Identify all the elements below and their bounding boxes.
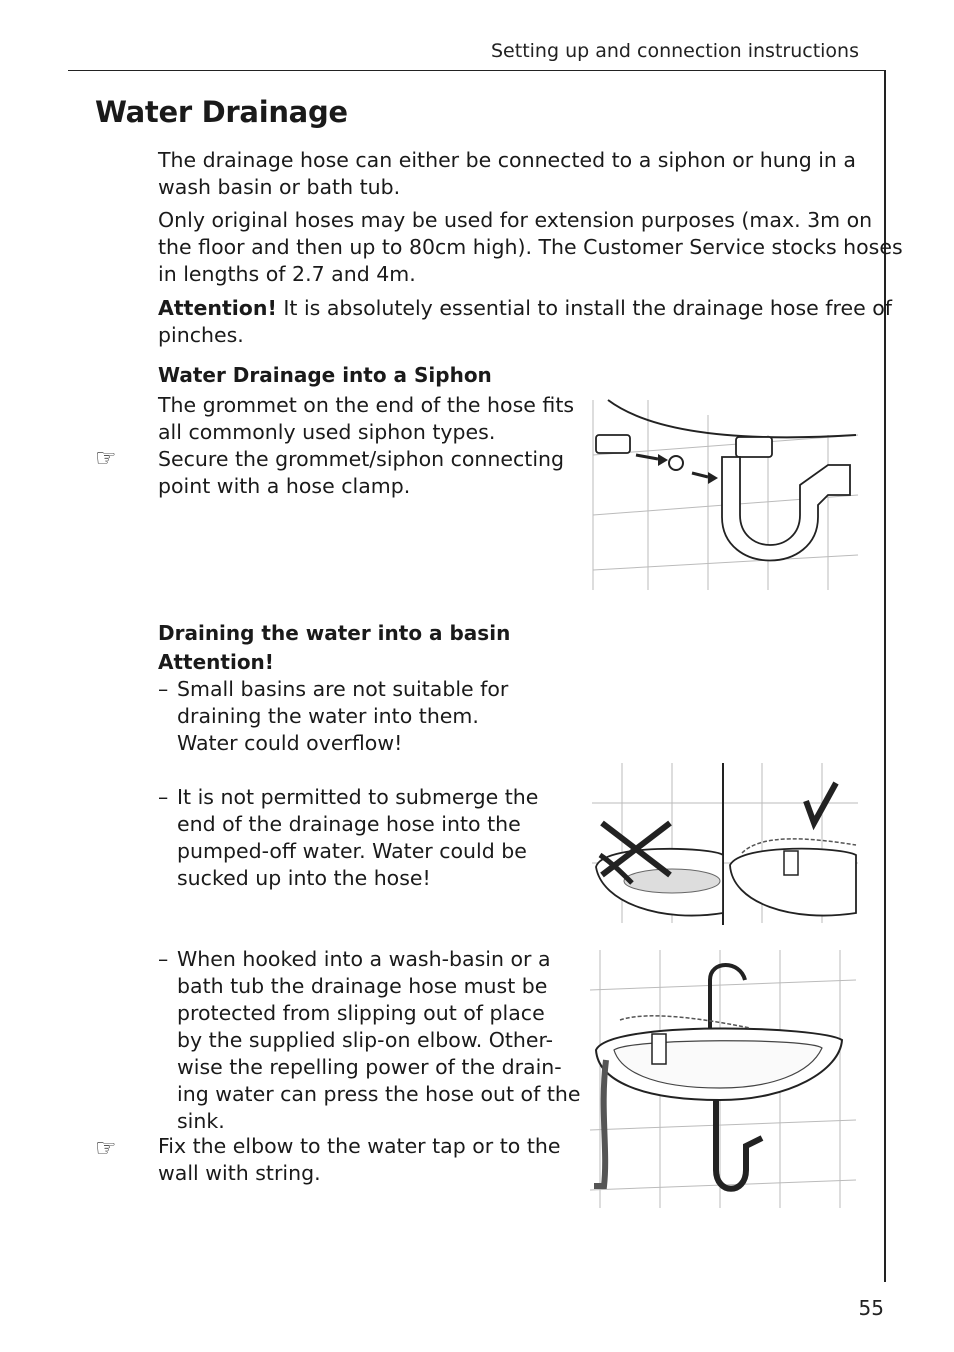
- text-line: sink.: [177, 1109, 225, 1133]
- pointing-hand-icon: ☞: [95, 444, 117, 472]
- intro-paragraph-2: [158, 207, 903, 288]
- basin-bullet-3: [158, 946, 580, 1135]
- text-line: protected from slipping out of place: [177, 1001, 545, 1025]
- text-line: wall with string.: [158, 1161, 321, 1185]
- text-line: ing water can press the hose out of the: [177, 1082, 581, 1106]
- attention-label: Attention!: [158, 296, 277, 320]
- text-line: Only original hoses may be used for extension purposes (max. 3m on: [158, 208, 873, 232]
- text-line: wise the repelling power of the drain-: [177, 1055, 562, 1079]
- intro-paragraph-1: [158, 147, 856, 201]
- dash-marker: –: [158, 677, 169, 701]
- text-line: [158, 946, 580, 973]
- text-line: bath tub the drainage hose must be: [177, 974, 548, 998]
- text-line: sucked up into the hose!: [177, 866, 431, 890]
- dash-marker: –: [158, 785, 169, 809]
- basin-bullet-1: [158, 676, 508, 757]
- text-line: end of the drainage hose into the: [177, 812, 521, 836]
- text-line: the floor and then up to 80cm high). The Customer Service stocks hoses: [158, 235, 903, 259]
- text-line: in lengths of 2.7 and 4m.: [158, 262, 416, 286]
- text-span: It is not permitted to submerge the: [177, 785, 539, 809]
- basin-heading: Draining the water into a basin: [158, 621, 511, 645]
- siphon-heading: Water Drainage into a Siphon: [158, 363, 492, 387]
- basin-bullet-2: [158, 784, 538, 892]
- siphon-illustration: [588, 395, 860, 593]
- text-line: Water could overflow!: [177, 731, 403, 755]
- text-span: It is absolutely essential to install the drainage hose free of: [276, 296, 892, 320]
- washbasin-illustration: [590, 950, 858, 1210]
- text-line: [158, 784, 538, 811]
- text-line: The drainage hose can either be connected to a siphon or hung in a: [158, 148, 856, 172]
- text-line: draining the water into them.: [177, 704, 479, 728]
- running-header: Setting up and connection instructions: [491, 40, 859, 62]
- pointing-hand-icon: ☞: [95, 1134, 117, 1162]
- text-line: Secure the grommet/siphon connecting: [158, 447, 565, 471]
- dash-marker: –: [158, 947, 169, 971]
- basin-attention: Attention!: [158, 650, 274, 674]
- fix-elbow-text: [158, 1133, 560, 1187]
- text-span: Small basins are not suitable for: [177, 677, 509, 701]
- text-line: [158, 676, 508, 703]
- attention-paragraph: [158, 295, 892, 349]
- basin-wrong-right-illustration: [592, 763, 858, 925]
- siphon-text: [158, 392, 574, 500]
- header-rule: [68, 70, 886, 71]
- text-line: Fix the elbow to the water tap or to the: [158, 1134, 561, 1158]
- text-line: [158, 295, 892, 322]
- text-line: all commonly used siphon types.: [158, 420, 496, 444]
- text-line: pumped-off water. Water could be: [177, 839, 527, 863]
- text-line: by the supplied slip-on elbow. Other-: [177, 1028, 554, 1052]
- text-line: wash basin or bath tub.: [158, 175, 401, 199]
- page-number: 55: [858, 1296, 884, 1320]
- page-title: Water Drainage: [95, 95, 348, 129]
- text-line: The grommet on the end of the hose fits: [158, 393, 575, 417]
- text-line: pinches.: [158, 323, 244, 347]
- text-span: When hooked into a wash-basin or a: [177, 947, 551, 971]
- text-line: point with a hose clamp.: [158, 474, 411, 498]
